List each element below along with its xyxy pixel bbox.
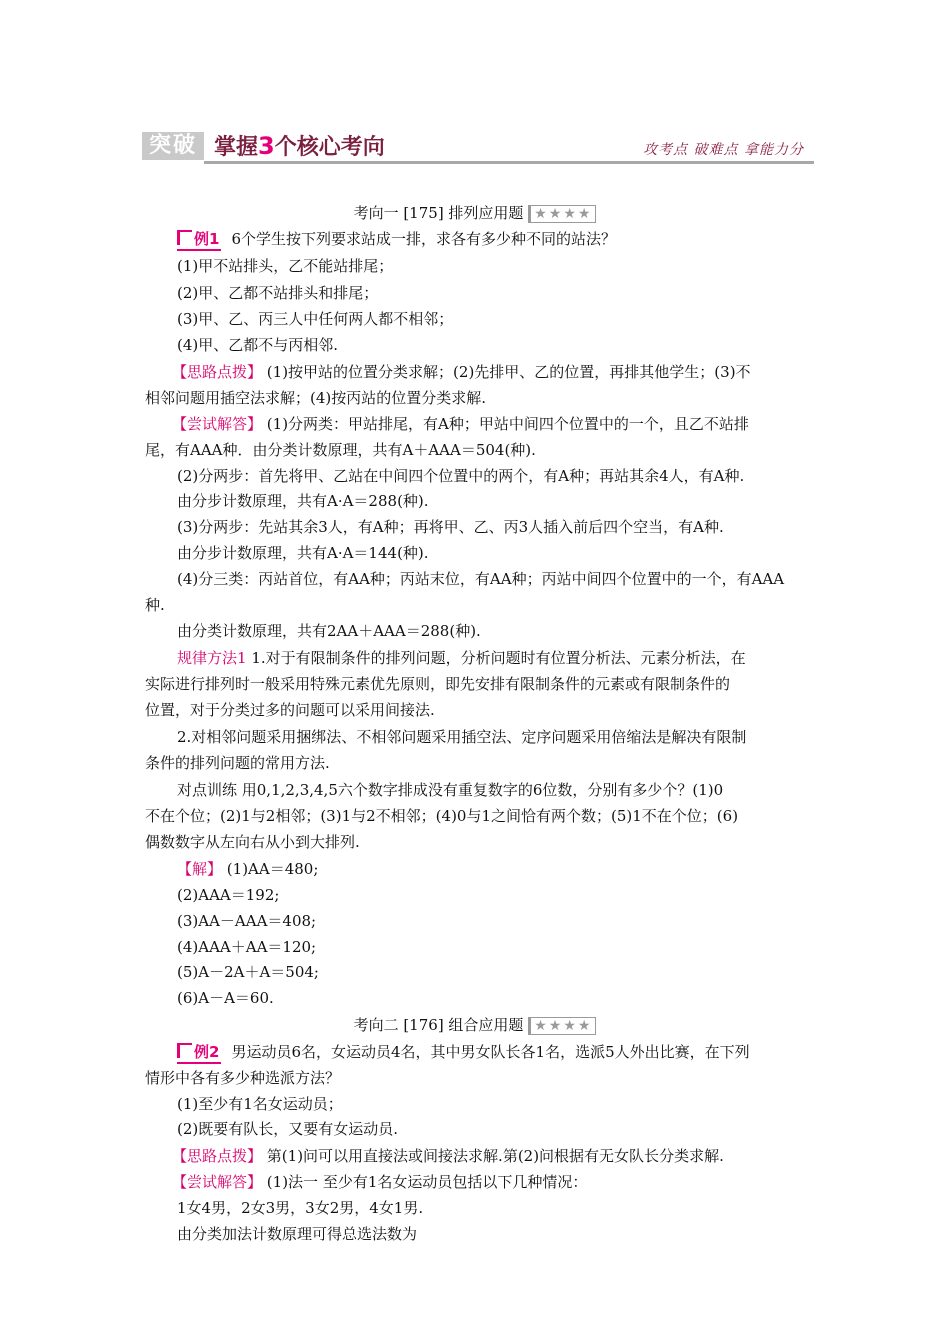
example1-item-3: (3)甲、乙、丙三人中任何两人都不相邻； xyxy=(177,310,454,328)
example2-label: 例2 xyxy=(194,1043,220,1061)
example2-text-1: 男运动员6名，女运动员4名，其中男女队长各1名，选派5人外出比赛，在下列 xyxy=(231,1043,750,1061)
solution-line-1 xyxy=(177,859,318,879)
banner-rule xyxy=(204,161,814,164)
answer-line-9: 由分类计数原理，共有2AA＋AAA＝288(种). xyxy=(177,622,481,640)
training-line-2: 不在个位；(2)1与2相邻；(3)1与2不相邻；(4)0与1之间恰有两个数；(5)1不在个位；(6) xyxy=(145,807,739,825)
example2-item-2: (2)既要有队长，又要有女运动员. xyxy=(177,1120,399,1138)
example2-question-2: 情形中各有多少种选派方法？ xyxy=(145,1069,341,1087)
example1-item-4: (4)甲、乙都不与丙相邻. xyxy=(177,336,339,354)
section-banner xyxy=(142,131,814,165)
example2-question-1 xyxy=(177,1042,750,1064)
section1-heading xyxy=(0,203,950,223)
solution-line-5: (5)A－2A＋A＝504; xyxy=(177,963,319,981)
answer2-line-1 xyxy=(172,1172,587,1192)
example1-question xyxy=(177,229,616,251)
method-text-1: 1.对于有限制条件的排列问题，分析问题时有位置分析法、元素分析法，在 xyxy=(251,649,746,667)
answer-line-8: 种. xyxy=(145,596,165,614)
banner-title-pre: 掌握 xyxy=(214,135,259,160)
banner-box: 突破 xyxy=(142,132,204,160)
solution-label: 【解】 xyxy=(177,860,223,878)
example2-badge xyxy=(177,1042,221,1064)
example-marker-icon xyxy=(177,230,192,245)
example2-item-1: (1)至少有1名女运动员； xyxy=(177,1095,343,1113)
method-line-1 xyxy=(177,648,746,668)
example1-label: 例1 xyxy=(194,230,220,248)
answer2-line-3: 由分类加法计数原理可得总选法数为 xyxy=(177,1225,418,1243)
solution-line-3: (3)AA－AAA＝408; xyxy=(177,912,317,930)
training-line-1: 对点训练 用0,1,2,3,4,5六个数字排成没有重复数字的6位数，分别有多少个？(1)0 xyxy=(177,781,724,799)
answer2-line-2: 1女4男，2女3男，3女2男，4女1男. xyxy=(177,1199,424,1217)
hint-line-1 xyxy=(172,362,751,382)
example1-item-2: (2)甲、乙都不站排头和排尾； xyxy=(177,284,379,302)
answer-line-7: (4)分三类：丙站首位，有AA种；丙站末位，有AA种；丙站中间四个位置中的一个，有AAA xyxy=(177,570,785,588)
answer2-text-1: (1)法一 至少有1名女运动员包括以下几种情况： xyxy=(266,1173,588,1191)
answer-line-5: (3)分两步：先站其余3人，有A种；再将甲、乙、丙3人插入前后四个空当，有A种. xyxy=(177,518,724,536)
difficulty-stars: ★★★★ xyxy=(528,205,596,223)
banner-title xyxy=(214,131,385,163)
answer-line-6: 由分步计数原理，共有A·A＝144(种). xyxy=(177,544,429,562)
method-label: 规律方法1 xyxy=(177,649,247,667)
method-line-5: 条件的排列问题的常用方法. xyxy=(145,754,330,772)
answer-label: 【尝试解答】 xyxy=(172,415,263,433)
hint2-text: 第(1)问可以用直接法或间接法求解.第(2)问根据有无女队长分类求解. xyxy=(266,1147,724,1165)
answer-line-4: 由分步计数原理，共有A·A＝288(种). xyxy=(177,492,429,510)
answer-line-1 xyxy=(172,414,749,434)
training-line-3: 偶数数字从左向右从小到大排列. xyxy=(145,833,360,851)
hint2-label: 【思路点拨】 xyxy=(172,1147,263,1165)
answer-line-2: 尾，有AAA种．由分类计数原理，共有A＋AAA＝504(种). xyxy=(145,441,536,459)
answer-line-3: (2)分两步：首先将甲、乙站在中间四个位置中的两个，有A种；再站其余4人，有A种. xyxy=(177,467,745,485)
section1-title: 考向一 [175] 排列应用题 xyxy=(353,204,524,222)
example1-text: 6个学生按下列要求站成一排，求各有多少种不同的站法？ xyxy=(231,230,616,248)
solution-line-2: (2)AAA＝192; xyxy=(177,886,280,904)
answer-text-1: (1)分两类：甲站排尾，有A种；甲站中间四个位置中的一个，且乙不站排 xyxy=(266,415,749,433)
banner-title-num: 3 xyxy=(258,132,275,160)
example1-badge xyxy=(177,229,221,251)
hint-text-1: (1)按甲站的位置分类求解；(2)先排甲、乙的位置，再排其他学生；(3)不 xyxy=(266,363,751,381)
section2-title: 考向二 [176] 组合应用题 xyxy=(353,1016,524,1034)
example-marker-icon-2 xyxy=(177,1043,192,1058)
hint-line-2: 相邻问题用插空法求解；(4)按丙站的位置分类求解. xyxy=(145,389,487,407)
method-line-3: 位置，对于分类过多的问题可以采用间接法. xyxy=(145,701,435,719)
banner-tagline: 攻考点 破难点 拿能力分 xyxy=(643,142,804,158)
section2-heading xyxy=(0,1015,950,1035)
banner-title-post: 个核心考向 xyxy=(274,135,385,160)
method-line-4: 2.对相邻问题采用捆绑法、不相邻问题采用插空法、定序问题采用倍缩法是解决有限制 xyxy=(177,728,747,746)
answer2-label: 【尝试解答】 xyxy=(172,1173,263,1191)
solution-text-1: (1)AA＝480; xyxy=(226,860,319,878)
difficulty-stars-2: ★★★★ xyxy=(528,1017,596,1035)
solution-line-4: (4)AAA＋AA＝120; xyxy=(177,938,317,956)
example1-item-1: (1)甲不站排头，乙不能站排尾； xyxy=(177,257,394,275)
hint-label: 【思路点拨】 xyxy=(172,363,263,381)
solution-line-6: (6)A－A＝60. xyxy=(177,989,274,1007)
method-line-2: 实际进行排列时一般采用特殊元素优先原则，即先安排有限制条件的元素或有限制条件的 xyxy=(145,675,731,693)
hint2-line xyxy=(172,1146,724,1166)
